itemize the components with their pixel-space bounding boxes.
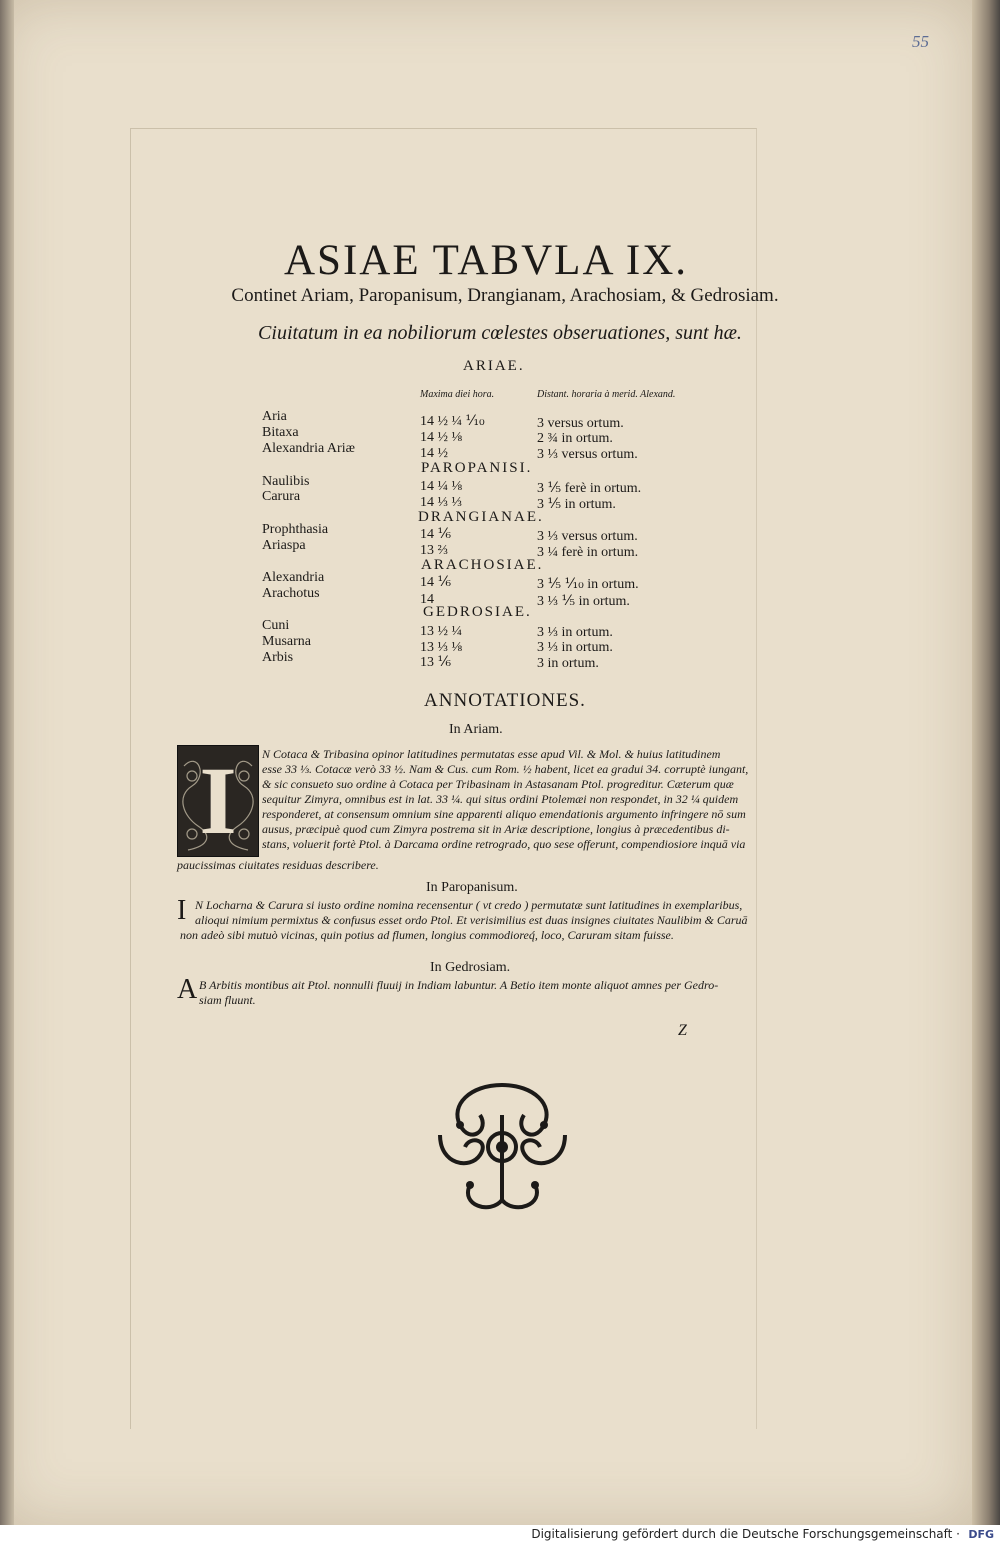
city-name: Aria — [262, 409, 287, 424]
folio-number: 55 — [912, 32, 929, 51]
column-header-hours: Maxima diei hora. — [420, 389, 495, 400]
section-heading: In Gedrosiam. — [430, 960, 511, 975]
page-edge — [972, 0, 1000, 1525]
city-hours: 13 ½ ¼ — [420, 624, 462, 639]
city-distance: 3 ⅕ in ortum. — [537, 497, 616, 512]
annotation-line: paucissimas ciuitates residuas describere. — [177, 858, 379, 872]
city-name: Carura — [262, 489, 301, 504]
annotation-line: N Cotaca & Tribasina opinor latitudines permutatas esse apud Vil. & Mol. & huius latitudinem — [262, 747, 721, 761]
city-distance: 3 ⅕ ferè in ortum. — [537, 481, 642, 496]
city-hours: 14 ⅙ — [420, 527, 452, 542]
decorated-initial — [177, 745, 259, 857]
initial-letter: I — [199, 747, 237, 854]
annotation-line: ausus, præcipuè quod cum Zimyra postrema sit in Ariæ descriptione, longius à præcedentibus di- — [262, 822, 730, 836]
city-name: Bitaxa — [262, 425, 299, 440]
city-hours: 14 — [420, 592, 434, 607]
city-hours: 14 ¼ ⅛ — [420, 479, 462, 494]
city-distance: 3 ⅓ in ortum. — [537, 625, 613, 640]
city-name: Arachotus — [262, 586, 320, 601]
column-header-distance: Distant. horaria à merid. Alexand. — [537, 389, 676, 400]
city-name: Musarna — [262, 634, 311, 649]
city-hours: 14 ½ ¼ ⅒ — [420, 414, 485, 429]
city-name: Arbis — [262, 650, 294, 665]
annotation-line: & sic consueto suo ordine à Cotaca per Tribasinam in Astasanam Ptol. progreditur. Cæterum quæ — [262, 777, 734, 791]
region-heading: DRANGIANAE. — [418, 509, 544, 525]
city-name: Alexandria Ariæ — [262, 441, 355, 456]
city-distance: 3 ⅓ versus ortum. — [537, 529, 638, 544]
section-heading: In Paropanisum. — [426, 880, 518, 895]
initial-letter: I — [177, 895, 187, 926]
catchword: Z — [678, 1022, 687, 1039]
annotation-line: sequitur Zimyra, omnibus est in lat. 33 ¼. qui situs ordini Ptolemæi non respondet, in 32 ¼ quidem — [262, 792, 739, 806]
city-hours: 13 ⅓ ⅛ — [420, 640, 462, 655]
observations-heading: Ciuitatum in ea nobiliorum cœlestes obseruationes, sunt hæ. — [258, 322, 742, 344]
city-distance: 3 ¼ ferè in ortum. — [537, 545, 639, 560]
footer-credit: Digitalisierung gefördert durch die Deutsche Forschungsgemeinschaft · — [531, 1527, 960, 1541]
city-name: Alexandria — [262, 570, 325, 585]
city-name: Cuni — [262, 618, 290, 633]
city-hours: 14 ½ ⅛ — [420, 430, 462, 445]
annotation-line: responderet, at consensum omnium sine apparenti aliquo emendationis argumento infringere nō sum — [262, 807, 746, 821]
book-binding — [0, 0, 14, 1525]
page-title: ASIAE TABVLA IX. — [283, 237, 688, 284]
annotation-line: stans, voluerit fortè Ptol. à Darcama ordine retrogrado, quo sese offerunt, compendiosiore inquā via — [262, 837, 746, 851]
city-distance: 3 in ortum. — [537, 656, 599, 671]
city-distance: 3 ⅓ in ortum. — [537, 640, 613, 655]
annotations-title: ANNOTATIONES. — [424, 690, 586, 711]
initial-letter: A — [177, 974, 198, 1005]
region-heading: ARIAE. — [463, 358, 525, 374]
annotation-line: N Locharna & Carura si iusto ordine nomina recensentur ( vt credo ) permutatæ sunt latitudines in exemplaribus, — [195, 898, 743, 912]
city-hours: 13 ⅙ — [420, 655, 452, 670]
region-heading: ARACHOSIAE. — [421, 557, 544, 573]
city-distance: 3 ⅓ versus ortum. — [537, 447, 638, 462]
city-distance: 3 ⅓ ⅕ in ortum. — [537, 594, 630, 609]
city-name: Prophthasia — [262, 522, 329, 537]
annotation-line: esse 33 ⅓. Cotacæ verò 33 ½. Nam & Cus. cum Rom. ½ habent, licet ea gradui 34. corruptè iungant, — [262, 762, 749, 776]
city-hours: 14 ⅓ ⅓ — [420, 495, 462, 510]
region-heading: GEDROSIAE. — [423, 604, 532, 620]
fleuron-ornament — [430, 1075, 575, 1220]
city-hours: 14 ⅙ — [420, 575, 452, 590]
annotation-line: B Arbitis montibus ait Ptol. nonnulli fluuij in Indiam labuntur. A Betio item monte aliquot amnes per Gedro- — [199, 978, 719, 992]
annotation-line: siam fluunt. — [199, 993, 256, 1007]
dfg-logo: DFG — [968, 1528, 994, 1541]
annotation-line: non adeò sibi mutuò vicinas, quin potius ad flumen, longius commodioreq́, loco, Caruram sitam fuisse. — [180, 928, 674, 942]
city-hours: 13 ⅔ — [420, 543, 448, 558]
region-heading: PAROPANISI. — [421, 460, 533, 476]
city-hours: 14 ½ — [420, 446, 448, 461]
city-distance: 3 ⅕ ⅒ in ortum. — [537, 577, 639, 592]
city-distance: 3 versus ortum. — [537, 416, 624, 431]
city-distance: 2 ¾ in ortum. — [537, 431, 613, 446]
page-subtitle: Continet Ariam, Paropanisum, Drangianam, Arachosiam, & Gedrosiam. — [231, 285, 779, 306]
section-heading: In Ariam. — [449, 722, 503, 737]
annotation-line: alioqui nimium permixtus & confusus esset ordo Ptol. Et verisimilius est duas insignes ciuitates Naulibim & Caruā — [195, 913, 748, 927]
city-name: Ariaspa — [262, 538, 306, 553]
city-name: Naulibis — [262, 474, 310, 489]
